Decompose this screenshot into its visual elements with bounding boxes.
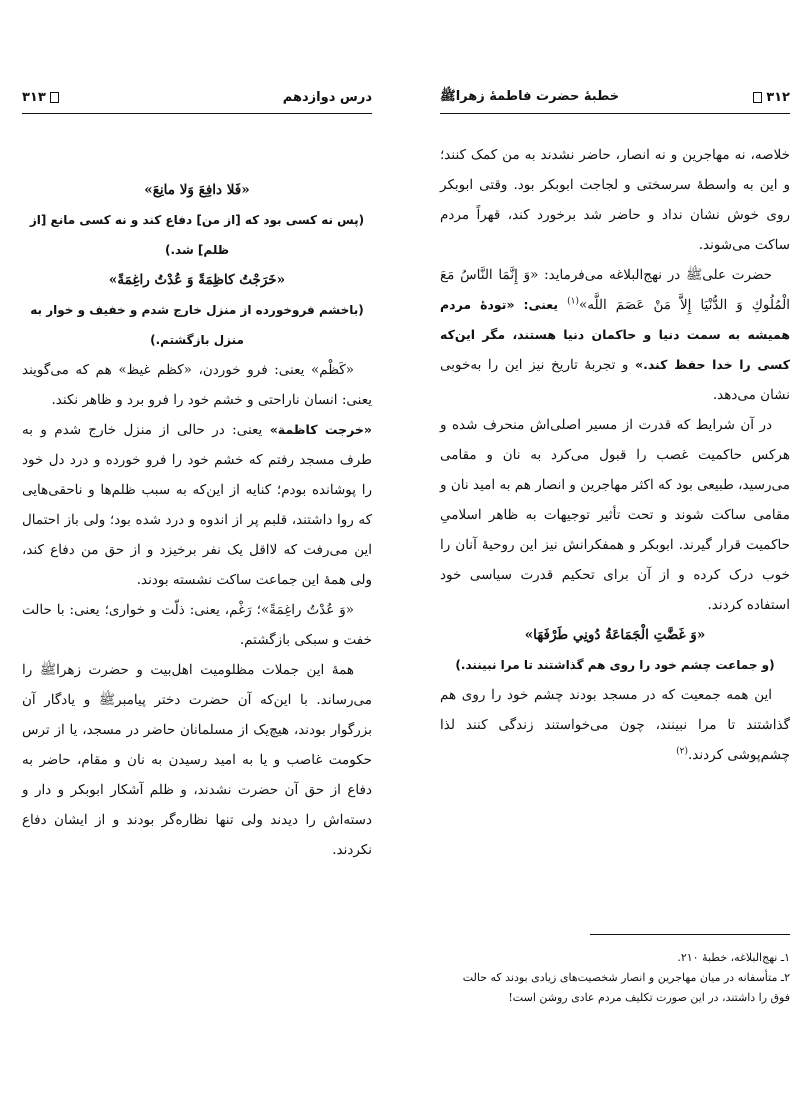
page-number-block [753,90,790,105]
arabic-quote: «فَلا دافِعَ وَلا مانِعَ» [144,182,250,198]
paragraph: «کَظْم» یعنی: فرو خوردن، «کظم غیظ» هم که می‌گویند یعنی: انسان ناراحتی و خشم خود را فرو برد و ظاهر نکند. [22,362,372,408]
text-run: و تجربهٔ تاریخ نیز این را به‌خوبی نشان می‌دهد. [440,357,790,403]
footnotes [440,948,790,1008]
running-title: خطبهٔ حضرت فاطمهٔ زهراﷺ [440,88,620,104]
quote-translation: (پس نه کسی بود که [از من] دفاع کند و نه کسی مانع [از ظلم] شد.) [29,213,365,257]
page-312 [440,0,790,1100]
page-body [440,140,790,770]
footnote-rule [590,934,790,935]
bold-translation: یعنی: «تودهٔ مردم همیشه به سمت دنیا و حاکمان دنیا هستند، مگر این‌که کسی را خدا حفظ کند.» [440,297,791,372]
page-number-block [22,90,59,105]
page-body [22,175,372,865]
text-run: یعنی: در حالی از منزل خارج شدم و به طرف مسجد رفتم که خشم خود را فرو خورده و درد دل خود را پوشانده بودم؛ کنایه از این‌که به سبب ظلم‌ها و ناحقی‌هایی که روا داشتند، قلبم پر از اندوه و درد شده بود؛ ولی باز احتمال این می‌رفت که لااقل یک نفر برخیزد و از حق من دفاع کند، ولی همهٔ این جماعت ساکت نشسته بودند. [22,422,372,588]
header-rule [440,113,790,114]
arabic-quote: «وَ غَضَّتِ الْجَمَاعَةُ دُونِي طَرْفَهَا» [524,627,706,643]
header-rule [22,113,372,114]
footnote-ref: (۲) [676,746,689,757]
footnote-ref: (۱) [567,296,579,307]
page-number: ۳۱۲ [766,89,790,105]
square-icon [50,92,59,103]
square-icon [753,92,762,103]
page-number: ۳۱۳ [22,89,46,105]
paragraph [440,260,790,410]
page-header [440,84,790,110]
text-run: این همه جمعیت که در مسجد بودند چشم خود را روی هم گذاشتند تا مرا نبینند، چون می‌خواستند زندگی کنند لذا چشم‌پوشی کردند. [440,687,790,763]
quote-translation: (باخشم فروخورده از منزل خارج شدم و خفیف و خوار به منزل بازگشتم.) [30,303,364,347]
page-header [22,84,372,110]
footnote: ۲ـ متأسفانه در میان مهاجرین و انصار شخصیت‌های زیادی بودند که حالت فوق را داشتند، در این صورت تکلیف مردم عادی روشن است! [462,971,790,1004]
paragraph: «وَ عُدْتُ راغِمَةً»؛ رَغْم، یعنی: ذلّت و خواری؛ یعنی: با حالت خفت و سبکی بازگشتم. [22,602,372,648]
running-title: درس دوازدهم [282,89,372,105]
paragraph: همهٔ این جملات مظلومیت اهل‌بیت و حضرت زهراﷺ را می‌رساند. با این‌که آن حضرت دختر پیامبرﷺ و یادگار آن بزرگوار بودند، هیچ‌یک از مسلمانان حاضر در مسجد، یا از ترس حکومت غاصب و یا به امید رسیدن به نان و مقام، حاضر به دفاع از حق آن حضرت نشدند، و ظلم آشکار ابوبکر و دار و دسته‌اش را دیدند ولی تنها نظاره‌گر بودند و از ایشان دفاع نکردند. [22,662,372,858]
paragraph [22,415,372,595]
bold-term: «خرجت کاظمة» [269,422,372,437]
arabic-quote: «خَرَجْتُ كاظِمَةً وَ عُدْتُ راغِمَةً» [108,272,286,288]
paragraph: خلاصه، نه مهاجرین و نه انصار، حاضر نشدند به من کمک کنند؛ و این به واسطهٔ سرسختی و لجاجت ابوبکر بود. وقتی ابوبکر روی خوش نشان نداد و حاضر شد برخورد کند، قهراً مردم ساکت می‌شوند. [440,147,790,253]
footnote: ۱ـ نهج‌البلاغه، خطبهٔ ۲۱۰. [677,951,790,964]
quote-translation: (و جماعت چشم خود را روی هم گذاشتند تا مرا نبینند.) [455,658,775,672]
paragraph [440,680,790,770]
page-313 [22,0,372,1100]
quote-inline: حضرت علیﷺ در نهج‌البلاغه می‌فرماید: «وَ إِنَّمَا النَّاسُ مَعَ الْمُلُوكِ وَ الدُّنْيَا إِلاَّ مَنْ عَصَمَ اللَّه» [440,267,790,313]
paragraph: در آن شرایط که قدرت از مسیر اصلی‌اش منحرف شده و هرکس حاکمیت غصب را قبول می‌کرد به نان و مقامی می‌رسید، طبیعی بود که اکثر مهاجرین و انصار هم به امید نان و مقامی ساکت شوند و تحت تأثیر توجیهات به ظاهر اسلامیِ حاکمیت قرار گیرند. ابوبکر و همفکرانش نیز این روحیهٔ آنان را خوب درک کرده و از آن برای تحکیم قدرت سیاسی خود استفاده کردند. [440,417,790,613]
